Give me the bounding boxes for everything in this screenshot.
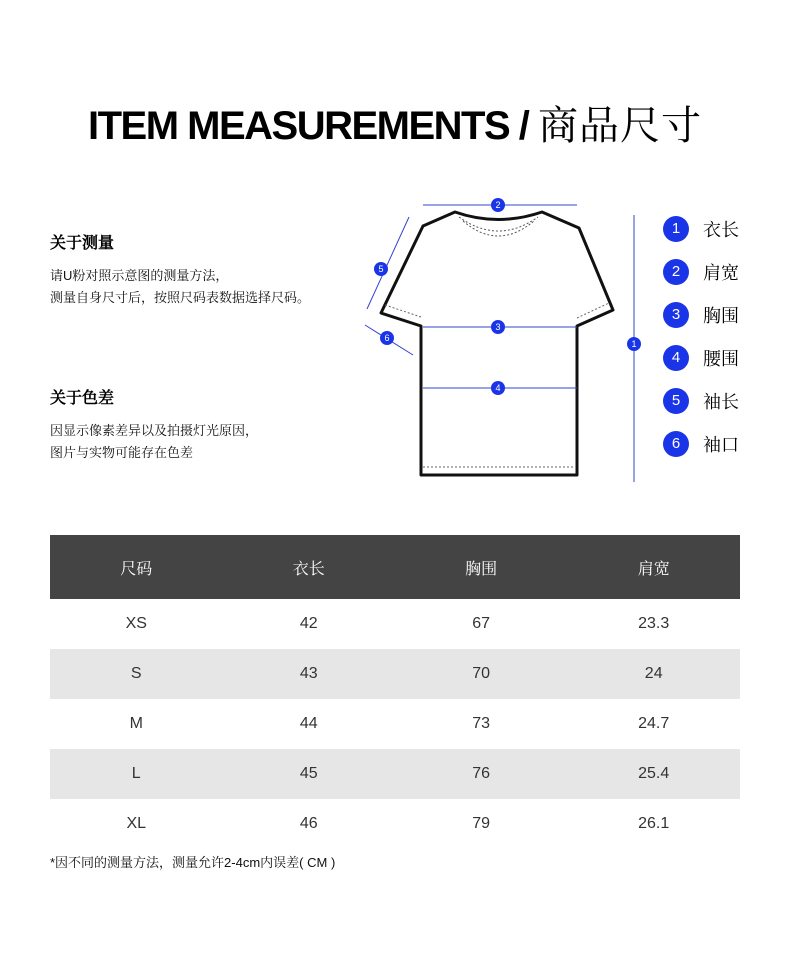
legend-item	[663, 336, 739, 379]
cell-size: XL	[126, 815, 147, 832]
legend-item	[663, 250, 739, 293]
table-row	[50, 749, 740, 799]
legend-label: 胸围	[703, 305, 739, 326]
legend-number-badge: 3	[663, 302, 689, 328]
cell-length: 43	[222, 649, 394, 699]
legend-number-badge: 1	[663, 216, 689, 242]
measurement-note-line: 请U粉对照示意图的测量方法，	[50, 268, 229, 283]
cell-chest: 79	[472, 815, 491, 832]
size-table	[50, 535, 740, 849]
cell-length: 45	[222, 749, 394, 799]
marker-6-label: 6	[384, 333, 390, 343]
legend-label: 衣长	[703, 219, 739, 240]
measurement-note	[50, 230, 370, 309]
cell-length: 42	[299, 615, 318, 632]
cell-length: 46	[299, 815, 318, 832]
cell-length: 44	[299, 715, 318, 732]
measurement-footnote: *因不同的测量方法，测量允许2-4cm内误差( CM )	[50, 855, 336, 870]
size-table-header-row	[50, 535, 740, 599]
cell-shoulder: 26.1	[638, 815, 670, 832]
cell-shoulder: 25.4	[567, 749, 740, 799]
legend-item	[663, 293, 739, 336]
title-cn: 商品尺寸	[538, 103, 703, 149]
cell-size: S	[50, 649, 222, 699]
cell-shoulder: 23.3	[638, 615, 670, 632]
measurement-legend	[663, 207, 739, 465]
tshirt-outline	[381, 212, 613, 475]
color-note-line: 图片与实物可能存在色差	[50, 445, 194, 460]
legend-item	[663, 379, 739, 422]
cell-shoulder: 24	[567, 649, 740, 699]
cell-chest: 73	[472, 715, 491, 732]
marker-1-label: 1	[631, 339, 637, 349]
table-row	[50, 699, 740, 749]
color-note	[50, 385, 370, 464]
legend-number-badge: 5	[663, 388, 689, 414]
legend-item	[663, 422, 739, 465]
legend-number-badge: 2	[663, 259, 689, 285]
legend-number-badge: 4	[663, 345, 689, 371]
legend-label: 袖口	[703, 434, 739, 455]
color-note-heading: 关于色差	[50, 390, 115, 407]
legend-label: 肩宽	[703, 262, 739, 283]
cell-chest: 76	[395, 749, 567, 799]
measurement-note-line: 测量自身尺寸后，按照尺码表数据选择尺码。	[50, 290, 311, 305]
cell-shoulder: 24.7	[638, 715, 670, 732]
column-header-chest: 胸围	[395, 535, 567, 599]
marker-2-label: 2	[495, 200, 501, 210]
legend-label: 袖长	[703, 391, 739, 412]
legend-number-badge: 6	[663, 431, 689, 457]
measurement-note-heading: 关于测量	[50, 235, 115, 252]
table-row	[50, 599, 740, 649]
legend-item	[663, 207, 739, 250]
marker-3-label: 3	[495, 322, 501, 332]
cell-chest: 70	[395, 649, 567, 699]
page-title	[0, 94, 790, 151]
column-header-size: 尺码	[50, 535, 222, 599]
title-en: ITEM MEASUREMENTS /	[87, 104, 529, 148]
table-row	[50, 649, 740, 699]
tshirt-diagram	[355, 195, 655, 490]
marker-4-label: 4	[495, 383, 501, 393]
cell-size: L	[50, 749, 222, 799]
cell-chest: 67	[472, 615, 491, 632]
column-header-shoulder: 肩宽	[567, 535, 740, 599]
cell-size: M	[129, 715, 143, 732]
color-note-line: 因显示像素差异以及拍摄灯光原因，	[50, 423, 259, 438]
column-header-length: 衣长	[222, 535, 394, 599]
legend-label: 腰围	[703, 348, 739, 369]
cell-size: XS	[125, 615, 147, 632]
marker-5-label: 5	[378, 264, 384, 274]
table-row	[50, 799, 740, 849]
